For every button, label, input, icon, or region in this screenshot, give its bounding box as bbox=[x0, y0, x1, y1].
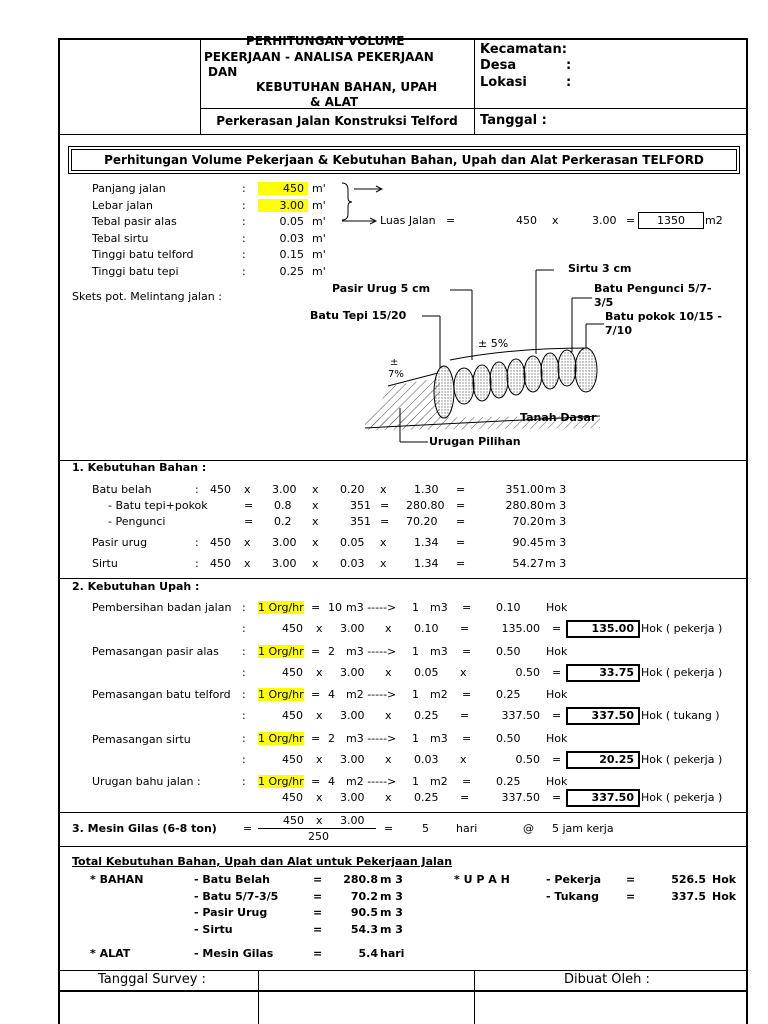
param-value: 0.25 bbox=[279, 264, 304, 278]
total-upah-eq: = bbox=[626, 873, 636, 886]
total-upah-value: 526.5 bbox=[671, 873, 706, 886]
desa-colon: : bbox=[566, 58, 572, 73]
upah-total-box: 20.25 bbox=[566, 751, 640, 769]
bahan-label: - Batu tepi+pokok bbox=[108, 499, 208, 512]
total-bahan-value: 70.2 bbox=[350, 889, 378, 903]
bahan-colon: : bbox=[195, 483, 199, 496]
upah-cell2: = bbox=[552, 753, 562, 766]
upah-cell: Hok bbox=[546, 775, 568, 788]
gilas-jam: 5 jam kerja bbox=[552, 822, 614, 835]
total-bahan-label: * BAHAN bbox=[90, 873, 144, 886]
upah-cell2: x bbox=[316, 666, 323, 679]
upah-cell2: 0.05 bbox=[414, 666, 439, 679]
upah-cell: 0.25 bbox=[496, 775, 521, 788]
upah-cell2: x bbox=[460, 753, 467, 766]
bahan-result: 90.45 bbox=[512, 536, 544, 549]
lokasi-colon: : bbox=[566, 75, 572, 90]
bahan-cell: = bbox=[456, 499, 466, 512]
bahan-colon: : bbox=[195, 557, 199, 570]
param-label: Tinggi batu telford bbox=[92, 248, 194, 261]
lokasi-label: Lokasi bbox=[480, 75, 527, 90]
total-bahan-name: - Pasir Urug bbox=[194, 906, 268, 919]
luas-x: x bbox=[552, 214, 559, 227]
bahan-label: Batu belah bbox=[92, 483, 152, 496]
upah-cell2: 3.00 bbox=[340, 666, 365, 679]
upah-colon2: : bbox=[242, 622, 246, 635]
upah-cell: m3 -----> bbox=[346, 732, 397, 745]
upah-cell2: 450 bbox=[282, 791, 303, 804]
upah-cell: = bbox=[311, 732, 321, 745]
bahan-title: 1. Kebutuhan Bahan : bbox=[72, 461, 207, 474]
param-unit: m' bbox=[312, 182, 326, 195]
alat-eq: = bbox=[313, 947, 323, 960]
bahan-cell: 280.80 bbox=[406, 499, 445, 512]
total-upah-name: - Tukang bbox=[546, 889, 599, 903]
label-pasir-urug: Pasir Urug 5 cm bbox=[332, 282, 431, 295]
upah-cell2: 337.50 bbox=[501, 709, 540, 722]
gilas-unit: hari bbox=[456, 822, 478, 835]
upah-org: 1 Org/hr bbox=[258, 688, 304, 701]
upah-cell2: 0.25 bbox=[414, 709, 439, 722]
param-value: 0.03 bbox=[279, 231, 304, 245]
arrow-right-icon bbox=[340, 214, 380, 228]
upah-cell: = bbox=[311, 645, 321, 658]
upah-colon: : bbox=[242, 601, 246, 614]
label-urugan-pilihan: Urugan Pilihan bbox=[429, 435, 521, 448]
upah-cell: = bbox=[462, 645, 472, 658]
label-batu-tepi: Batu Tepi 15/20 bbox=[310, 309, 407, 322]
upah-cell: = bbox=[311, 688, 321, 701]
bahan-cell: 0.03 bbox=[340, 557, 365, 570]
upah-cell: m3 -----> bbox=[346, 601, 397, 614]
upah-colon: : bbox=[242, 775, 246, 788]
param-value: 0.15 bbox=[279, 248, 304, 261]
upah-cell: Hok bbox=[546, 688, 568, 701]
param-label: Panjang jalan bbox=[92, 182, 166, 195]
upah-cell2: 450 bbox=[282, 709, 303, 722]
upah-colon: : bbox=[242, 732, 246, 745]
upah-cell2: 3.00 bbox=[340, 709, 365, 722]
bahan-label: - Pengunci bbox=[108, 515, 166, 528]
bahan-cell: x bbox=[312, 536, 319, 549]
upah-cell2: x bbox=[385, 666, 392, 679]
param-colon: : bbox=[242, 215, 246, 228]
label-tanah-dasar: Tanah Dasar bbox=[520, 411, 597, 424]
upah-cell: Hok bbox=[546, 732, 568, 745]
upah-cell2: x bbox=[316, 753, 323, 766]
bahan-cell: 1.30 bbox=[414, 483, 439, 496]
bahan-cell: x bbox=[380, 557, 387, 570]
bahan-label: Sirtu bbox=[92, 557, 118, 570]
total-bahan-name: - Batu 5/7-3/5 bbox=[194, 889, 279, 903]
upah-cell: m3 bbox=[430, 732, 448, 745]
bahan-cell: = bbox=[244, 515, 254, 528]
header-title-line1: PERHITUNGAN VOLUME bbox=[246, 34, 405, 48]
label-slope-7a: ± bbox=[390, 357, 399, 368]
bahan-cell: 0.05 bbox=[340, 536, 365, 549]
cross-section-diagram bbox=[360, 268, 620, 458]
param-colon: : bbox=[242, 248, 246, 261]
param-unit: m' bbox=[312, 215, 326, 228]
upah-org: 1 Org/hr bbox=[258, 601, 304, 614]
bahan-cell: 70.20 bbox=[406, 515, 438, 528]
alat-value: 5.4 bbox=[358, 947, 378, 960]
gilas-den: 250 bbox=[308, 830, 329, 843]
upah-cell2: = bbox=[552, 709, 562, 722]
bahan-result: 70.20 bbox=[512, 515, 544, 528]
upah-cell2: 450 bbox=[282, 753, 303, 766]
param-unit: m' bbox=[312, 198, 326, 212]
upah-cell2: 337.50 bbox=[501, 791, 540, 804]
total-upah-value: 337.5 bbox=[671, 889, 706, 903]
header-title-line2: PEKERJAAN - ANALISA PEKERJAAN bbox=[204, 50, 434, 64]
bahan-colon: : bbox=[195, 536, 199, 549]
upah-cell2: 3.00 bbox=[340, 622, 365, 635]
bahan-cell: 1.34 bbox=[414, 536, 439, 549]
upah-label: Pemasangan pasir alas bbox=[92, 645, 219, 658]
bahan-cell: = bbox=[456, 515, 466, 528]
bahan-cell: 0.8 bbox=[274, 499, 292, 512]
tanggal-label: Tanggal : bbox=[480, 113, 547, 128]
alat-unit: hari bbox=[380, 947, 405, 960]
bahan-unit: m 3 bbox=[545, 483, 567, 496]
upah-cell: 2 bbox=[328, 732, 335, 745]
param-value: 450 bbox=[258, 182, 308, 195]
upah-cell: 4 bbox=[328, 775, 335, 788]
bahan-cell: 1.34 bbox=[414, 557, 439, 570]
total-upah-label: * U P A H bbox=[454, 873, 510, 886]
upah-cell: = bbox=[311, 775, 321, 788]
bahan-unit: m 3 bbox=[545, 557, 567, 570]
upah-org: 1 Org/hr bbox=[258, 775, 304, 788]
total-upah-unit: Hok bbox=[712, 889, 737, 903]
total-bahan-name: - Batu Belah bbox=[194, 873, 270, 886]
total-bahan-eq: = bbox=[313, 922, 323, 936]
header-title-line4: KEBUTUHAN BAHAN, UPAH bbox=[256, 80, 438, 94]
bahan-cell: = bbox=[456, 483, 466, 496]
total-bahan-eq: = bbox=[313, 906, 323, 919]
upah-cell2: x bbox=[385, 753, 392, 766]
upah-total-box: 337.50 bbox=[566, 707, 640, 725]
bahan-result: 351.00 bbox=[505, 483, 544, 496]
upah-cell2: x bbox=[316, 791, 323, 804]
upah-who: Hok ( pekerja ) bbox=[641, 791, 723, 804]
upah-cell2: = bbox=[460, 622, 470, 635]
bahan-cell: = bbox=[380, 515, 390, 528]
luas-eq2: = bbox=[626, 214, 636, 227]
upah-colon: : bbox=[242, 688, 246, 701]
upah-cell: 1 bbox=[412, 688, 419, 701]
bahan-cell: x bbox=[312, 483, 319, 496]
total-upah-name: - Pekerja bbox=[546, 873, 602, 886]
kecamatan-label: Kecamatan: bbox=[480, 42, 567, 57]
total-alat-label: * ALAT bbox=[90, 947, 131, 960]
param-value: 3.00 bbox=[258, 199, 308, 212]
upah-cell2: 450 bbox=[282, 622, 303, 635]
desa-label: Desa bbox=[480, 58, 517, 73]
bahan-result: 54.27 bbox=[512, 557, 544, 570]
upah-cell2: x bbox=[385, 622, 392, 635]
upah-cell: 2 bbox=[328, 645, 335, 658]
luas-a: 450 bbox=[516, 214, 537, 227]
param-unit: m' bbox=[312, 264, 326, 278]
bahan-unit: m 3 bbox=[545, 536, 567, 549]
upah-colon2: : bbox=[242, 666, 246, 679]
param-colon: : bbox=[242, 231, 246, 245]
bahan-cell: 351 bbox=[350, 499, 371, 512]
gilas-title: 3. Mesin Gilas (6-8 ton) bbox=[72, 822, 217, 835]
bahan-cell: x bbox=[312, 515, 319, 528]
total-upah-unit: Hok bbox=[712, 873, 737, 886]
upah-who: Hok ( pekerja ) bbox=[641, 753, 723, 766]
param-unit: m' bbox=[312, 248, 326, 261]
bahan-result: 280.80 bbox=[505, 499, 544, 512]
bahan-cell: x bbox=[244, 483, 251, 496]
bahan-unit: m 3 bbox=[545, 515, 567, 528]
upah-cell: = bbox=[462, 601, 472, 614]
header-title-line3: DAN bbox=[208, 65, 238, 79]
upah-org: 1 Org/hr bbox=[258, 645, 304, 658]
upah-total-box: 337.50 bbox=[566, 789, 640, 807]
upah-cell: 10 bbox=[328, 601, 342, 614]
upah-colon2: : bbox=[242, 753, 246, 766]
luas-b: 3.00 bbox=[592, 214, 617, 227]
upah-cell: 0.50 bbox=[496, 645, 521, 658]
upah-cell: m2 bbox=[430, 775, 448, 788]
param-label: Lebar jalan bbox=[92, 198, 154, 212]
upah-cell2: = bbox=[552, 791, 562, 804]
upah-who: Hok ( pekerja ) bbox=[641, 666, 723, 679]
upah-cell2: 0.03 bbox=[414, 753, 439, 766]
upah-title: 2. Kebutuhan Upah : bbox=[72, 580, 200, 593]
upah-cell2: = bbox=[552, 622, 562, 635]
param-colon: : bbox=[242, 182, 246, 195]
bahan-cell: x bbox=[244, 536, 251, 549]
bahan-cell: 3.00 bbox=[272, 483, 297, 496]
label-batu-pengunci: Batu Pengunci 5/7- bbox=[594, 282, 712, 295]
param-colon: : bbox=[242, 198, 246, 212]
bahan-cell: 450 bbox=[210, 483, 231, 496]
bahan-cell: x bbox=[244, 557, 251, 570]
upah-cell2: x bbox=[460, 666, 467, 679]
luas-result: 1350 bbox=[638, 212, 704, 229]
upah-label: Pemasangan batu telford bbox=[92, 688, 231, 701]
upah-cell2: 3.00 bbox=[340, 753, 365, 766]
total-bahan-name: - Sirtu bbox=[194, 922, 233, 936]
upah-cell: m3 bbox=[430, 645, 448, 658]
gilas-num-a: 450 bbox=[283, 814, 304, 827]
upah-label: Pembersihan badan jalan bbox=[92, 601, 232, 614]
upah-cell2: x bbox=[316, 709, 323, 722]
gilas-eq2: = bbox=[384, 822, 394, 835]
upah-cell2: 450 bbox=[282, 666, 303, 679]
bahan-cell: 450 bbox=[210, 536, 231, 549]
upah-cell: Hok bbox=[546, 645, 568, 658]
luas-eq: = bbox=[446, 214, 456, 227]
alat-name: - Mesin Gilas bbox=[194, 947, 274, 960]
bahan-cell: 3.00 bbox=[272, 536, 297, 549]
total-upah-eq: = bbox=[626, 889, 636, 903]
upah-cell: m2 -----> bbox=[346, 775, 397, 788]
footer-dibuat: Dibuat Oleh : bbox=[564, 972, 650, 987]
upah-cell: m2 bbox=[430, 688, 448, 701]
gilas-at: @ bbox=[523, 822, 534, 835]
upah-cell: 4 bbox=[328, 688, 335, 701]
total-bahan-unit: m 3 bbox=[380, 889, 403, 903]
total-bahan-value: 54.3 bbox=[350, 922, 378, 936]
upah-cell2: 0.10 bbox=[414, 622, 439, 635]
bahan-cell: = bbox=[244, 499, 254, 512]
bahan-label: Pasir urug bbox=[92, 536, 148, 549]
upah-cell: m2 -----> bbox=[346, 688, 397, 701]
upah-cell2: 0.50 bbox=[515, 666, 540, 679]
upah-who: Hok ( pekerja ) bbox=[641, 622, 723, 635]
gilas-num-b: 3.00 bbox=[340, 814, 365, 827]
bahan-cell: x bbox=[380, 536, 387, 549]
upah-cell2: = bbox=[460, 791, 470, 804]
upah-cell2: x bbox=[385, 791, 392, 804]
upah-cell: 1 bbox=[412, 732, 419, 745]
bahan-cell: x bbox=[312, 499, 319, 512]
upah-org: 1 Org/hr bbox=[258, 732, 304, 745]
upah-cell: 1 bbox=[412, 775, 419, 788]
bahan-cell: 450 bbox=[210, 557, 231, 570]
gilas-val: 5 bbox=[422, 822, 429, 835]
upah-cell2: x bbox=[316, 622, 323, 635]
bahan-cell: 3.00 bbox=[272, 557, 297, 570]
upah-cell2: = bbox=[552, 666, 562, 679]
upah-cell: = bbox=[462, 775, 472, 788]
total-bahan-unit: m 3 bbox=[380, 922, 403, 936]
header-subtitle: Perkerasan Jalan Konstruksi Telford bbox=[216, 114, 458, 128]
luas-unit: m2 bbox=[705, 214, 723, 227]
upah-cell: = bbox=[462, 688, 472, 701]
bahan-cell: = bbox=[456, 557, 466, 570]
total-bahan-unit: m 3 bbox=[380, 906, 403, 919]
upah-total-box: 33.75 bbox=[566, 664, 640, 682]
param-colon: : bbox=[242, 264, 246, 278]
label-slope-7b: 7% bbox=[388, 369, 404, 380]
label-slope-5: ± 5% bbox=[478, 337, 509, 350]
bahan-cell: 0.2 bbox=[274, 515, 292, 528]
bahan-unit: m 3 bbox=[545, 499, 567, 512]
bahan-cell: 0.20 bbox=[340, 483, 365, 496]
param-label: Tebal sirtu bbox=[92, 231, 149, 245]
total-bahan-unit: m 3 bbox=[380, 873, 403, 886]
header-title-line5: & ALAT bbox=[310, 95, 359, 109]
footer-survey: Tanggal Survey : bbox=[98, 972, 206, 987]
bahan-cell: 351 bbox=[350, 515, 371, 528]
upah-cell: 1 bbox=[412, 645, 419, 658]
label-batu-pokok: Batu pokok 10/15 - bbox=[605, 310, 722, 323]
luas-label: Luas Jalan bbox=[380, 214, 436, 227]
upah-cell2: x bbox=[385, 709, 392, 722]
upah-cell: 0.50 bbox=[496, 732, 521, 745]
upah-cell: 0.10 bbox=[496, 601, 521, 614]
bahan-cell: x bbox=[380, 483, 387, 496]
gilas-eq: = bbox=[243, 822, 253, 835]
gilas-num-x: x bbox=[316, 814, 323, 827]
upah-cell: = bbox=[311, 601, 321, 614]
upah-cell: 0.25 bbox=[496, 688, 521, 701]
upah-who: Hok ( tukang ) bbox=[641, 709, 720, 722]
label-sirtu: Sirtu 3 cm bbox=[568, 262, 632, 275]
total-bahan-value: 280.8 bbox=[343, 873, 378, 886]
upah-cell2: 0.50 bbox=[515, 753, 540, 766]
upah-cell: Hok bbox=[546, 601, 568, 614]
upah-colon: : bbox=[242, 645, 246, 658]
total-bahan-eq: = bbox=[313, 889, 323, 903]
upah-cell2: 3.00 bbox=[340, 791, 365, 804]
bahan-cell: x bbox=[312, 557, 319, 570]
upah-label: Urugan bahu jalan : bbox=[92, 775, 201, 788]
upah-cell: 1 bbox=[412, 601, 419, 614]
upah-total-box: 135.00 bbox=[566, 620, 640, 638]
bahan-cell: = bbox=[380, 499, 390, 512]
sketch-title: Skets pot. Melintang jalan : bbox=[72, 290, 222, 303]
upah-cell: m3 -----> bbox=[346, 645, 397, 658]
label-batu-pengunci-2: 3/5 bbox=[594, 296, 614, 309]
upah-cell2: 135.00 bbox=[501, 622, 540, 635]
total-bahan-value: 90.5 bbox=[350, 906, 378, 919]
label-batu-pokok-2: 7/10 bbox=[605, 324, 632, 337]
banner: Perhitungan Volume Pekerjaan & Kebutuhan Bahan, Upah dan Alat Perkerasan TELFORD bbox=[71, 149, 737, 171]
upah-label: Pemasangan sirtu bbox=[92, 733, 191, 746]
upah-cell: m3 bbox=[430, 601, 448, 614]
param-value: 0.05 bbox=[279, 215, 304, 228]
param-label: Tebal pasir alas bbox=[92, 215, 177, 228]
upah-cell2: 0.25 bbox=[414, 791, 439, 804]
param-label: Tinggi batu tepi bbox=[92, 264, 179, 278]
upah-cell: = bbox=[462, 732, 472, 745]
param-unit: m' bbox=[312, 231, 326, 245]
total-bahan-eq: = bbox=[313, 873, 323, 886]
bahan-cell: = bbox=[456, 536, 466, 549]
total-title: Total Kebutuhan Bahan, Upah dan Alat untuk Pekerjaan Jalan bbox=[72, 855, 453, 868]
upah-cell2: = bbox=[460, 709, 470, 722]
upah-colon2: : bbox=[242, 709, 246, 722]
